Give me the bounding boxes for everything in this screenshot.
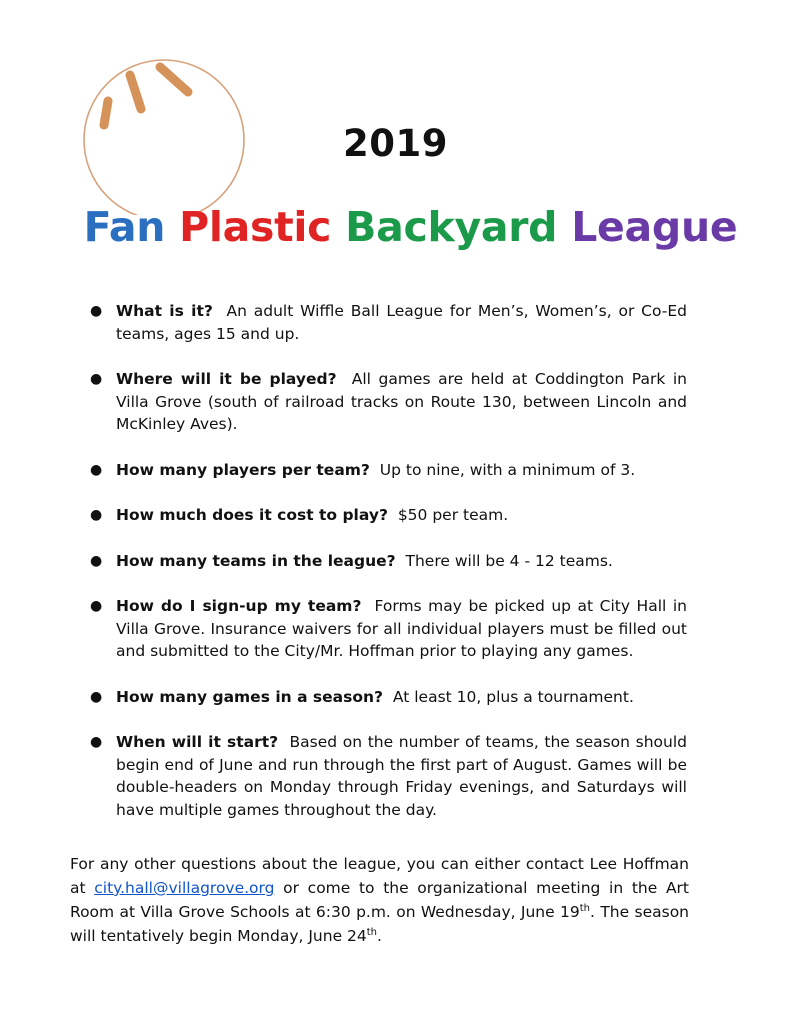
bullet-icon: ●	[90, 734, 103, 750]
faq-item	[87, 550, 687, 573]
faq-answer: Based on the number of teams, the season should begin end of June and run through the first part of August. Games will be double-headers on Monday through Friday evenings, and Saturdays will have multiple games throughout the day.	[116, 733, 687, 819]
league-title	[0, 203, 791, 251]
faq-question: When will it start?	[116, 733, 279, 751]
ball-hole-3	[160, 67, 188, 92]
ball-hole-2	[130, 75, 141, 109]
footer-text-3: . The season will tentatively begin Monday, June 24	[70, 903, 690, 945]
faq-question: How do I sign-up my team?	[116, 597, 362, 615]
faq-question: What is it?	[116, 302, 213, 320]
faq-answer: $50 per team.	[397, 506, 509, 524]
faq-item	[87, 368, 687, 436]
ordinal-suffix: th	[579, 902, 591, 914]
footer-text-4: .	[377, 927, 382, 945]
title-word-fan: Fan	[83, 203, 166, 251]
bullet-icon: ●	[90, 688, 103, 705]
footer-text-2: or come to the organizational meeting in the Art Room at Villa Grove Schools at 6:30 p.m. on Wednesday, June 19	[70, 879, 689, 921]
faq-answer: At least 10, plus a tournament.	[392, 687, 634, 706]
faq-item	[87, 300, 687, 345]
title-word-league: League	[571, 203, 738, 251]
bullet-icon: ●	[90, 461, 103, 478]
faq-question: How many players per team?	[116, 460, 370, 479]
faq-answer: Up to nine, with a minimum of 3.	[379, 460, 636, 479]
faq-question: How much does it cost to play?	[116, 506, 388, 524]
faq-question: How many games in a season?	[116, 687, 384, 706]
faq-answer: All games are held at Coddington Park in Villa Grove (south of railroad tracks on Route 130, between Lincoln and McKinley Aves).	[116, 370, 687, 433]
faq-list	[87, 300, 687, 844]
faq-item	[87, 504, 687, 527]
faq-answer: An adult Wiffle Ball League for Men’s, Women’s, or Co-Ed teams, ages 15 and up.	[116, 302, 687, 343]
ordinal-suffix: th	[366, 926, 378, 938]
title-word-plastic: Plastic	[179, 203, 332, 251]
faq-question: How many teams in the league?	[116, 551, 396, 570]
bullet-icon: ●	[90, 552, 103, 569]
bullet-icon: ●	[90, 371, 103, 387]
bullet-icon: ●	[90, 598, 103, 614]
faq-answer: There will be 4 - 12 teams.	[405, 551, 613, 570]
bullet-icon: ●	[90, 303, 103, 319]
title-word-backyard: Backyard	[345, 203, 558, 251]
year-heading: 2019	[343, 122, 448, 165]
faq-item	[87, 459, 687, 482]
faq-answer: Forms may be picked up at City Hall in Villa Grove. Insurance waivers for all individual players must be filled out and submitted to the City/Mr. Hoffman prior to playing any games.	[116, 597, 687, 660]
faq-item	[87, 595, 687, 663]
bullet-icon: ●	[90, 507, 103, 523]
faq-item	[87, 686, 687, 709]
email-link[interactable]: city.hall@villagrove.org	[94, 879, 275, 897]
faq-question: Where will it be played?	[116, 370, 337, 388]
footer-text-1: For any other questions about the league, you can either contact Lee Hoffman at	[70, 855, 689, 897]
faq-item	[87, 731, 687, 821]
contact-paragraph	[70, 852, 689, 948]
